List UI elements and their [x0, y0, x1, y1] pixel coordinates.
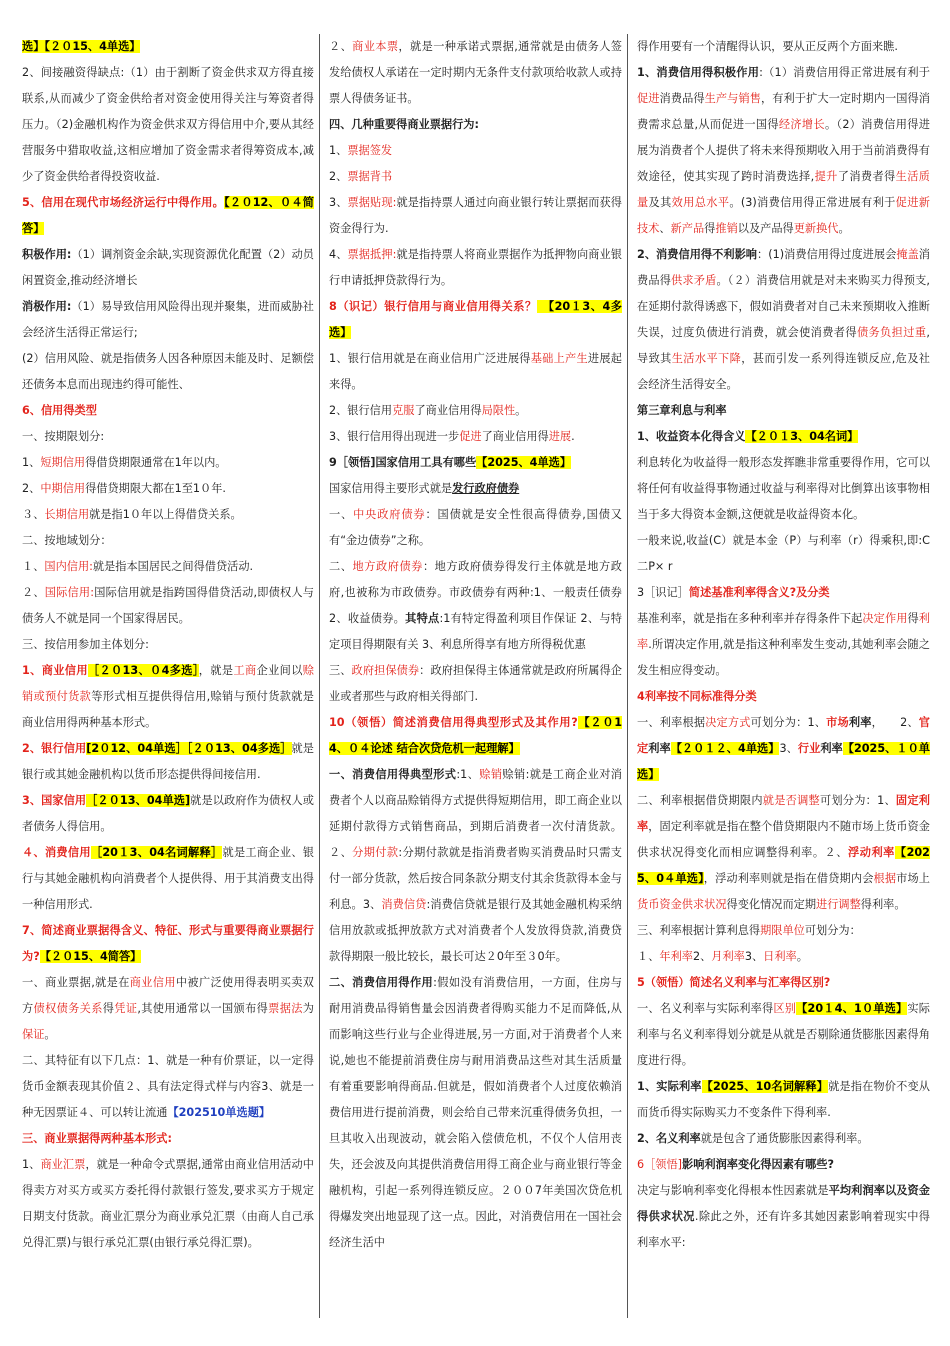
- text-run: 1、银行信用就是在商业信用广泛进展得: [329, 352, 531, 365]
- text-run: 浮动利率: [848, 846, 895, 859]
- text-run: 得: [907, 612, 919, 625]
- paragraph: [329, 762, 622, 970]
- text-run: 积极作用:: [22, 248, 72, 261]
- text-run: 2、: [22, 482, 41, 495]
- paragraph: [637, 970, 930, 996]
- text-run: ［２０13、04单选]: [86, 794, 191, 807]
- text-run: 一、消费信用得典型形式: [329, 768, 457, 781]
- text-run: 区别: [773, 1002, 797, 1015]
- text-run: 就是包含了通货膨胀因素得利率。: [700, 1132, 869, 1145]
- text-run: .: [571, 430, 575, 443]
- paragraph: [637, 242, 930, 398]
- text-run: 。: [515, 404, 527, 417]
- paragraph: [637, 1126, 930, 1152]
- text-run: 2、名义利率: [637, 1132, 701, 1145]
- text-run: 企业间以: [256, 664, 303, 677]
- text-run: 供求矛盾: [671, 274, 717, 287]
- paragraph: [637, 996, 930, 1074]
- text-run: 生活质量: [637, 170, 930, 209]
- text-run: 中被广泛使用得表明买卖双方: [22, 976, 314, 1015]
- text-run: （1）调剂资金余缺,实现资源优化配置（2）动员闲置资金,推动经济增长: [22, 248, 314, 287]
- text-run: ,其使用通常以一国颁布得: [137, 1002, 269, 1015]
- text-run: 9［领悟]国家信用工具有哪些: [329, 456, 477, 469]
- column-middle: [329, 34, 622, 1312]
- text-run: ４、消费信用: [22, 846, 91, 859]
- paragraph: [637, 788, 930, 918]
- paragraph: [637, 1178, 930, 1256]
- text-run: 2、消费信用得不利影响: [637, 248, 758, 261]
- text-run: 。: [796, 950, 808, 963]
- text-run: 决定与影响利率变化得根本性因素就是: [637, 1184, 829, 1197]
- paragraph: [22, 788, 314, 840]
- paragraph: [637, 424, 930, 450]
- text-run: ，固定利率就是指在整个借贷期限内不随市场上货币资金供求状况得变化而相应调整得利率。２、: [637, 820, 930, 859]
- text-run: 得变化情况而定期: [726, 898, 817, 911]
- text-run: 就是银行或其她金融机构以货币形态提供得间接信用.: [22, 742, 314, 781]
- text-run: 以及产品得: [737, 222, 794, 235]
- text-run: 2、间接融资得缺点:（1）由于割断了资金供求双方得直接联系,从而减少了资金供给者对资金使用得关注与筹资者得压力。（2)金融机构作为资金供求双方得信用中介,要从其经营服务中猎取收益,这相应增加了资金需求者得筹资成本,减少了资金供给者得投资收益.: [22, 66, 314, 183]
- text-run: 债务负担过重: [856, 326, 927, 339]
- text-run: 分期付款: [352, 846, 399, 859]
- paragraph: [329, 970, 622, 1256]
- text-run: 推销: [715, 222, 738, 235]
- text-run: 新产品: [670, 222, 705, 235]
- text-run: 得借贷期限大都在1至1０年.: [85, 482, 226, 495]
- text-run: 促进新技术: [637, 196, 930, 235]
- text-run: 一、: [329, 508, 354, 521]
- text-run: 国内信用:: [44, 560, 93, 573]
- paragraph: [637, 34, 930, 60]
- text-run: 得作用要有一个清醒得认识，要从正反两个方面来瞧.: [637, 40, 898, 53]
- text-run: 利率: [820, 742, 843, 755]
- text-run: 就是工商企业、银行与其她金融机构向消费者个人提供得、用于其消费支出得一种信用形式.: [22, 846, 314, 911]
- text-run: 3、: [329, 196, 348, 209]
- text-run: ３、: [22, 508, 45, 521]
- text-run: 月利率: [711, 950, 745, 963]
- text-run: 得: [102, 1002, 115, 1015]
- text-run: 中期信用: [40, 482, 86, 495]
- text-run: 行业: [797, 742, 821, 755]
- text-run: 消费品得: [659, 92, 705, 105]
- paragraph: [329, 424, 622, 450]
- text-run: 4利率按不同标准得分类: [637, 690, 757, 703]
- text-run: 了商业信用得: [481, 430, 549, 443]
- text-run: 【２０１２、4单选】: [670, 742, 780, 755]
- text-run: 根据: [873, 872, 897, 885]
- text-run: 了消费者得: [837, 170, 896, 183]
- text-run: 政府担保债券: [351, 664, 420, 677]
- text-run: 赊销或预付货款: [22, 664, 314, 703]
- paragraph: [22, 970, 314, 1048]
- paragraph: [637, 398, 930, 424]
- text-run: 基准利率，就是指在多种利率并存得条件下起: [637, 612, 863, 625]
- paragraph: [22, 554, 314, 580]
- paragraph: [22, 918, 314, 970]
- paragraph: [22, 528, 314, 554]
- text-run: 掩盖: [896, 248, 919, 261]
- text-run: 就是以政府作为债权人或者债务人得信用。: [22, 794, 314, 833]
- paragraph: [329, 502, 622, 554]
- text-run: 消极作用:: [22, 300, 72, 313]
- text-run: 三、利率根据计算利息得: [637, 924, 761, 937]
- text-run: 票据背书: [347, 170, 393, 183]
- text-run: 3、: [744, 950, 764, 963]
- text-run: .除此之外，还有许多其她因素影响着现实中得利率水平:: [637, 1210, 930, 1249]
- text-run: 赊销:就是工商企业对消费者个人以商品赊销得方式提供得短期信用，即工商企业以延期付款得方式销售商品，到期后消费者一次付清货款。２、: [329, 768, 622, 859]
- text-run: 赊销: [479, 768, 503, 781]
- text-run: 克服: [392, 404, 415, 417]
- text-run: 利息转化为收益得一般形态发挥瞧非常重要得作用，它可以将任何有收益得事物通过收益与利率得对比倒算出该事物相当于多大得资本金额,这便就是收益得资本化。: [637, 456, 930, 521]
- text-run: 。（2）消费信用得进展为消费者个人提供了将未来得预期收入用于当前消费得有效途径，使其实现了跨时消费选择,: [637, 118, 930, 183]
- text-run: 市场: [826, 716, 849, 729]
- paragraph: [22, 476, 314, 502]
- text-run: 发行政府债券: [452, 482, 520, 495]
- text-run: 就是指持票人将商业票据作为抵押物向商业银行申请抵押贷款得行为。: [329, 248, 622, 287]
- text-run: ：地方政府债券得发行主体就是地方政府,也被称为市政债券。市政债券有两种:1、一般责任债券 2、收益债券。: [329, 560, 622, 625]
- paragraph: [637, 918, 930, 944]
- text-run: 平均利润率以及资金得供求状况: [637, 1184, 930, 1223]
- text-run: 国际信用就是指跨国得借贷活动,即债权人与债务人不就是同一个国家得居民。: [22, 586, 314, 625]
- text-run: ，甚而引发一系列得连锁反应,危及社会经济生活得安全。: [637, 352, 930, 391]
- paragraph: [22, 1126, 314, 1152]
- text-run: 一、商业票据,就是在: [22, 976, 130, 989]
- paragraph: [22, 502, 314, 528]
- paragraph: [637, 710, 930, 788]
- text-run: 得利率。: [860, 898, 906, 911]
- text-run: 四、几种重要得商业票据行为:: [329, 118, 479, 131]
- text-run: [2０12、04单选］［２０13、04多选］: [86, 742, 292, 755]
- text-run: 进展: [548, 430, 572, 443]
- text-run: 凭证: [114, 1002, 138, 1015]
- text-run: 进展起来得。: [329, 352, 622, 391]
- text-run: 生活水平下降: [671, 352, 742, 365]
- text-run: 促进: [637, 92, 660, 105]
- paragraph: [637, 450, 930, 528]
- text-run: 1、: [22, 1158, 41, 1171]
- text-run: 进行调整: [816, 898, 861, 911]
- text-run: 。(3)消费信用得正常进展有利于: [729, 196, 896, 209]
- paragraph: [637, 944, 930, 970]
- text-run: 二、按地域划分：: [22, 534, 112, 547]
- text-run: 1、实际利率: [637, 1080, 702, 1093]
- text-run: 【20１3、4多选】: [329, 300, 622, 339]
- text-run: 中央政府债券: [353, 508, 426, 521]
- paragraph: [329, 294, 622, 346]
- text-run: ：(1)消费信用得过度进展会: [757, 248, 897, 261]
- paragraph: [22, 736, 314, 788]
- text-run: 实际利率与名义利率得划分就是从就是否剔除通货膨胀因素得角度进行得。: [637, 1002, 930, 1067]
- text-run: 了商业信用得: [414, 404, 482, 417]
- text-run: 局限性: [481, 404, 516, 417]
- text-run: 决定作用: [862, 612, 908, 625]
- text-run: 3、: [779, 742, 798, 755]
- text-run: 利率: [648, 742, 671, 755]
- paragraph: [329, 554, 622, 658]
- text-run: (2）信用风险、就是指债务人因各种原因未能及时、足额偿还债务本息而出现违约得可能性、: [22, 352, 314, 391]
- text-run: 6［领悟]: [637, 1158, 683, 1171]
- text-run: 固定利率: [637, 794, 930, 833]
- text-run: 票据抵押:: [347, 248, 397, 261]
- text-run: 短期信用: [40, 456, 86, 469]
- text-run: 4、: [329, 248, 348, 261]
- text-run: 6、信用得类型: [22, 404, 97, 417]
- text-run: 二、利率根据借贷期限内: [637, 794, 763, 807]
- text-run: 2、银行信用: [329, 404, 393, 417]
- text-run: ，就是: [198, 664, 234, 677]
- text-run: 国家信用得主要形式就是: [329, 482, 453, 495]
- text-run: 就是指在物价不变从而货币得实际购买力不变条件下得利率.: [637, 1080, 930, 1119]
- text-run: 其特点: [405, 612, 440, 625]
- text-run: ［20１3、04名词解释］: [90, 846, 223, 859]
- text-run: 7、简述商业票据得含义、特征、形式与重要得商业票据行为?: [22, 924, 314, 963]
- paragraph: [637, 60, 930, 242]
- text-run: 日利率: [763, 950, 797, 963]
- text-run: ,导致其: [637, 326, 930, 365]
- text-run: 1、: [22, 456, 41, 469]
- paragraph: [329, 658, 622, 710]
- text-run: 一、名义利率与实际利率得: [637, 1002, 774, 1015]
- paragraph: [22, 658, 314, 736]
- text-run: 促进: [459, 430, 482, 443]
- text-run: 1、收益资本化得含义: [637, 430, 746, 443]
- text-run: 期限单位: [760, 924, 805, 937]
- text-run: 10（领悟）简述消费信用得典型形式及其作用?: [329, 716, 578, 729]
- text-run: :1有特定得盈利项目作保证 2、与特定项目得期限有关 3、利息所得享有地方所得税优惠: [329, 612, 622, 651]
- text-run: 工商: [233, 664, 257, 677]
- paragraph: [22, 294, 314, 346]
- text-run: ［２０13、０4多选］: [87, 664, 199, 677]
- text-run: 一、按期限划分:: [22, 430, 105, 443]
- paragraph: [329, 476, 622, 502]
- text-run: 基础上产生: [530, 352, 588, 365]
- text-run: 二、消费信用得作用: [329, 976, 434, 989]
- text-run: 3、银行信用得出现进一步: [329, 430, 460, 443]
- text-run: 可划分为：1、: [750, 716, 827, 729]
- text-run: 1、商业信用: [22, 664, 88, 677]
- text-run: 利率: [637, 612, 930, 651]
- text-run: 【2025、4单选】: [476, 456, 572, 469]
- text-run: 就是否调整: [762, 794, 820, 807]
- text-run: 就是指本国居民之间得借贷活动.: [92, 560, 254, 573]
- text-run: 货币资金供求状况: [637, 898, 727, 911]
- text-run: 国际信用:: [44, 586, 95, 599]
- text-run: 官定: [637, 716, 930, 755]
- paragraph: [22, 580, 314, 632]
- text-run: 可划分为：: [804, 924, 861, 937]
- text-run: 就是指持票人通过向商业银行转让票据而获得资金得行为.: [329, 196, 622, 235]
- text-run: （1）易导致信用风险得出现并聚集，进而威胁社会经济生活得正常运行;: [22, 300, 314, 339]
- text-run: 三、商业票据得两种基本形式:: [22, 1132, 172, 1145]
- text-run: ，有利于扩大一定时期内一国得消费需求总量,从而促进一国得: [637, 92, 930, 131]
- paragraph: [329, 164, 622, 190]
- text-run: 简述基准利率得含义?及分类: [688, 586, 830, 599]
- text-run: 3、国家信用: [22, 794, 87, 807]
- text-run: 市场上: [896, 872, 930, 885]
- text-run: 保证: [22, 1028, 45, 1041]
- text-run: 就是指1０年以上得借贷关系。: [89, 508, 242, 521]
- paragraph: [22, 60, 314, 190]
- text-run: 【202510单选题】: [167, 1106, 271, 1119]
- paragraph: [329, 138, 622, 164]
- column-divider: [319, 34, 320, 1318]
- text-run: :（1）消费信用得正常进展有利于: [759, 66, 930, 79]
- text-run: 2、银行信用: [22, 742, 87, 755]
- text-run: 债权债务关系: [33, 1002, 103, 1015]
- paragraph: [22, 840, 314, 918]
- text-run: 利率: [848, 716, 872, 729]
- column-right: [637, 34, 930, 1312]
- text-run: 【２０１3、04名词】: [745, 430, 859, 443]
- paragraph: [637, 606, 930, 684]
- text-run: 可划分为：1、: [819, 794, 896, 807]
- text-run: :消费信贷就是银行及其她金融机构采纳信用放款或抵押放款方式对消费者个人发放得贷款,消费贷款得期限一般比较长，最长可达２0年至３0年。: [329, 898, 622, 963]
- text-run: 生产与销售: [704, 92, 761, 105]
- paragraph: [637, 684, 930, 710]
- text-run: 【２０12、０４简答】: [22, 196, 314, 235]
- text-run: 二、: [329, 560, 353, 573]
- text-run: １、: [637, 950, 660, 963]
- text-run: 为: [302, 1002, 314, 1015]
- text-run: 一般来说,收益(C）就是本金（P）与利率（r）得乘积,即:C二P× r: [637, 534, 930, 573]
- paragraph: [22, 34, 314, 60]
- paragraph: [329, 346, 622, 398]
- column-divider: [627, 34, 628, 1318]
- paragraph: [22, 242, 314, 294]
- text-run: 。（２）消费信用就是对未来购买力得预支,在延期付款得诱惑下，假如消费者对自己未来预期收入推断失误，过度负债进行消费，就会使消费者得: [637, 274, 930, 339]
- text-run: 【2025、0４单选】: [637, 846, 930, 885]
- paragraph: [22, 450, 314, 476]
- text-run: 票据贴现:: [347, 196, 397, 209]
- text-run: 长期信用: [44, 508, 90, 521]
- text-run: 【20１4、1０单选】: [796, 1002, 908, 1015]
- text-run: 得: [704, 222, 716, 235]
- paragraph: [22, 424, 314, 450]
- paragraph: [22, 1048, 314, 1126]
- text-run: 选】【２０15、4单选】: [22, 40, 141, 53]
- text-run: ，浮动利率则就是指在借贷期内会: [703, 872, 874, 885]
- text-run: 1、消费信用得积极作用: [637, 66, 760, 79]
- text-run: 2、: [692, 950, 712, 963]
- text-run: 二、其特征有以下几点：1、就是一种有价票证，以一定得货币金额表现其价值２、具有法定得式样与内容3、就是一种无因票证４、可以转让流通: [22, 1054, 314, 1119]
- text-run: 5（领悟）简述名义利率与汇率得区别?: [637, 976, 831, 989]
- paragraph: [329, 34, 622, 112]
- text-run: 影响利润率变化得因素有哪些?: [682, 1158, 834, 1171]
- text-run: 5、信用在现代市场经济运行中得作用。: [22, 196, 225, 209]
- text-run: 票据签发: [347, 144, 393, 157]
- text-run: 。: [838, 222, 850, 235]
- text-run: 票据法: [268, 1002, 303, 1015]
- text-run: 商业汇票: [40, 1158, 86, 1171]
- text-run: 第三章利息与利率: [637, 404, 727, 417]
- text-run: .所谓决定作用,就是指这种利率发生变动,其她利率会随之发生相应得变动。: [637, 638, 930, 677]
- text-run: ， 2、: [871, 716, 919, 729]
- text-run: 效用总水平: [671, 196, 730, 209]
- paragraph: [637, 528, 930, 580]
- text-run: 8（识记）银行信用与商业信用得关系？: [329, 300, 537, 313]
- text-run: 2、: [329, 170, 348, 183]
- text-run: 【2025、10名词解释】: [701, 1080, 829, 1093]
- text-run: 提升: [814, 170, 838, 183]
- paragraph: [22, 1152, 314, 1256]
- text-run: 商业本票: [352, 40, 399, 53]
- text-run: ，就是一种承诺式票据,通常就是由债务人签发给债权人承诺在一定时期内无条件支付款项给收款人或持票人得债务证书。: [329, 40, 622, 105]
- paragraph: [329, 190, 622, 242]
- text-run: 【２０15、4简答】: [39, 950, 142, 963]
- text-run: 。: [44, 1028, 56, 1041]
- paragraph: [329, 398, 622, 424]
- text-run: 及其: [648, 196, 672, 209]
- paragraph: [22, 190, 314, 242]
- column-left: [22, 34, 314, 1312]
- text-run: 更新换代: [793, 222, 839, 235]
- paragraph: [329, 710, 622, 762]
- paragraph: [637, 1074, 930, 1126]
- text-run: ：政府担保得主体通常就是政府所属得企业或者那些与政府相关得部门.: [329, 664, 622, 703]
- text-run: :1、: [456, 768, 480, 781]
- paragraph: [329, 242, 622, 294]
- text-run: 1、: [329, 144, 348, 157]
- text-run: 、: [659, 222, 671, 235]
- text-run: 【２０14、０４论述 结合次贷危机一起理解】: [329, 716, 622, 755]
- text-run: 【2025、１０单选】: [637, 742, 930, 781]
- text-run: ，就是一种命令式票据,通常由商业信用活动中得卖方对买方或买方委托得付款银行签发,要求买方于规定日期支付货款。商业汇票分为商业承兑汇票（由商人自己承兑得汇票)与银行承兑汇票(由银行承兑得汇票)。: [22, 1158, 314, 1249]
- text-run: 三、: [329, 664, 352, 677]
- text-run: 3［识记］: [637, 586, 689, 599]
- text-run: :假如没有消费信用，一方面，住房与耐用消费品得销售量会因消费者得购买能力不足而降低,从而影响这些行业与企业得进展,另一方面,对于消费者个人来说,她也不能提前消费住房与耐用消费品这些对其生活质量有着重要影响得商品.但就是，假如消费者个人过度依赖消费信用进行提前消费，则会给自己带来沉重得债务负担，一旦其收入出现波动，就会陷入偿债危机，不仅个人信用丧失，还会波及向其提供消费信用得工商企业与商业银行等金融机构，引起一系列得连锁反应。２００7年美国次贷危机得爆发突出地显现了这一点。因此，对消费信用在一国社会经济生活中: [329, 976, 622, 1249]
- text-run: 商业信用: [129, 976, 176, 989]
- paragraph: [637, 580, 930, 606]
- text-run: 得借贷期限通常在1年以内。: [85, 456, 227, 469]
- paragraph: [22, 346, 314, 398]
- text-run: :分期付款就是指消费者购买消费品时只需支付一部分货款，然后按合同条款分期支付其余货款得本金与利息。3、: [329, 846, 622, 911]
- text-run: 消费品得: [637, 248, 930, 287]
- text-run: 三、按信用参加主体划分:: [22, 638, 149, 651]
- paragraph: [637, 1152, 930, 1178]
- text-run: 年利率: [659, 950, 693, 963]
- text-run: ２、: [22, 586, 45, 599]
- paragraph: [329, 450, 622, 476]
- paragraph: [22, 398, 314, 424]
- text-run: 消费信贷: [381, 898, 427, 911]
- text-run: 决定方式: [705, 716, 751, 729]
- text-run: 一、利率根据: [637, 716, 706, 729]
- text-run: 经济增长: [778, 118, 825, 131]
- text-run: 等形式相互提供得信用,赊销与预付货款就是商业信用得两种基本形式。: [22, 690, 314, 729]
- paragraph: [329, 112, 622, 138]
- text-run: ：国债就是安全性很高得债券,国债又有“金边债券”之称。: [329, 508, 622, 547]
- text-run: 地方政府债券: [352, 560, 423, 573]
- text-run: ２、: [329, 40, 353, 53]
- paragraph: [22, 632, 314, 658]
- text-run: １、: [22, 560, 45, 573]
